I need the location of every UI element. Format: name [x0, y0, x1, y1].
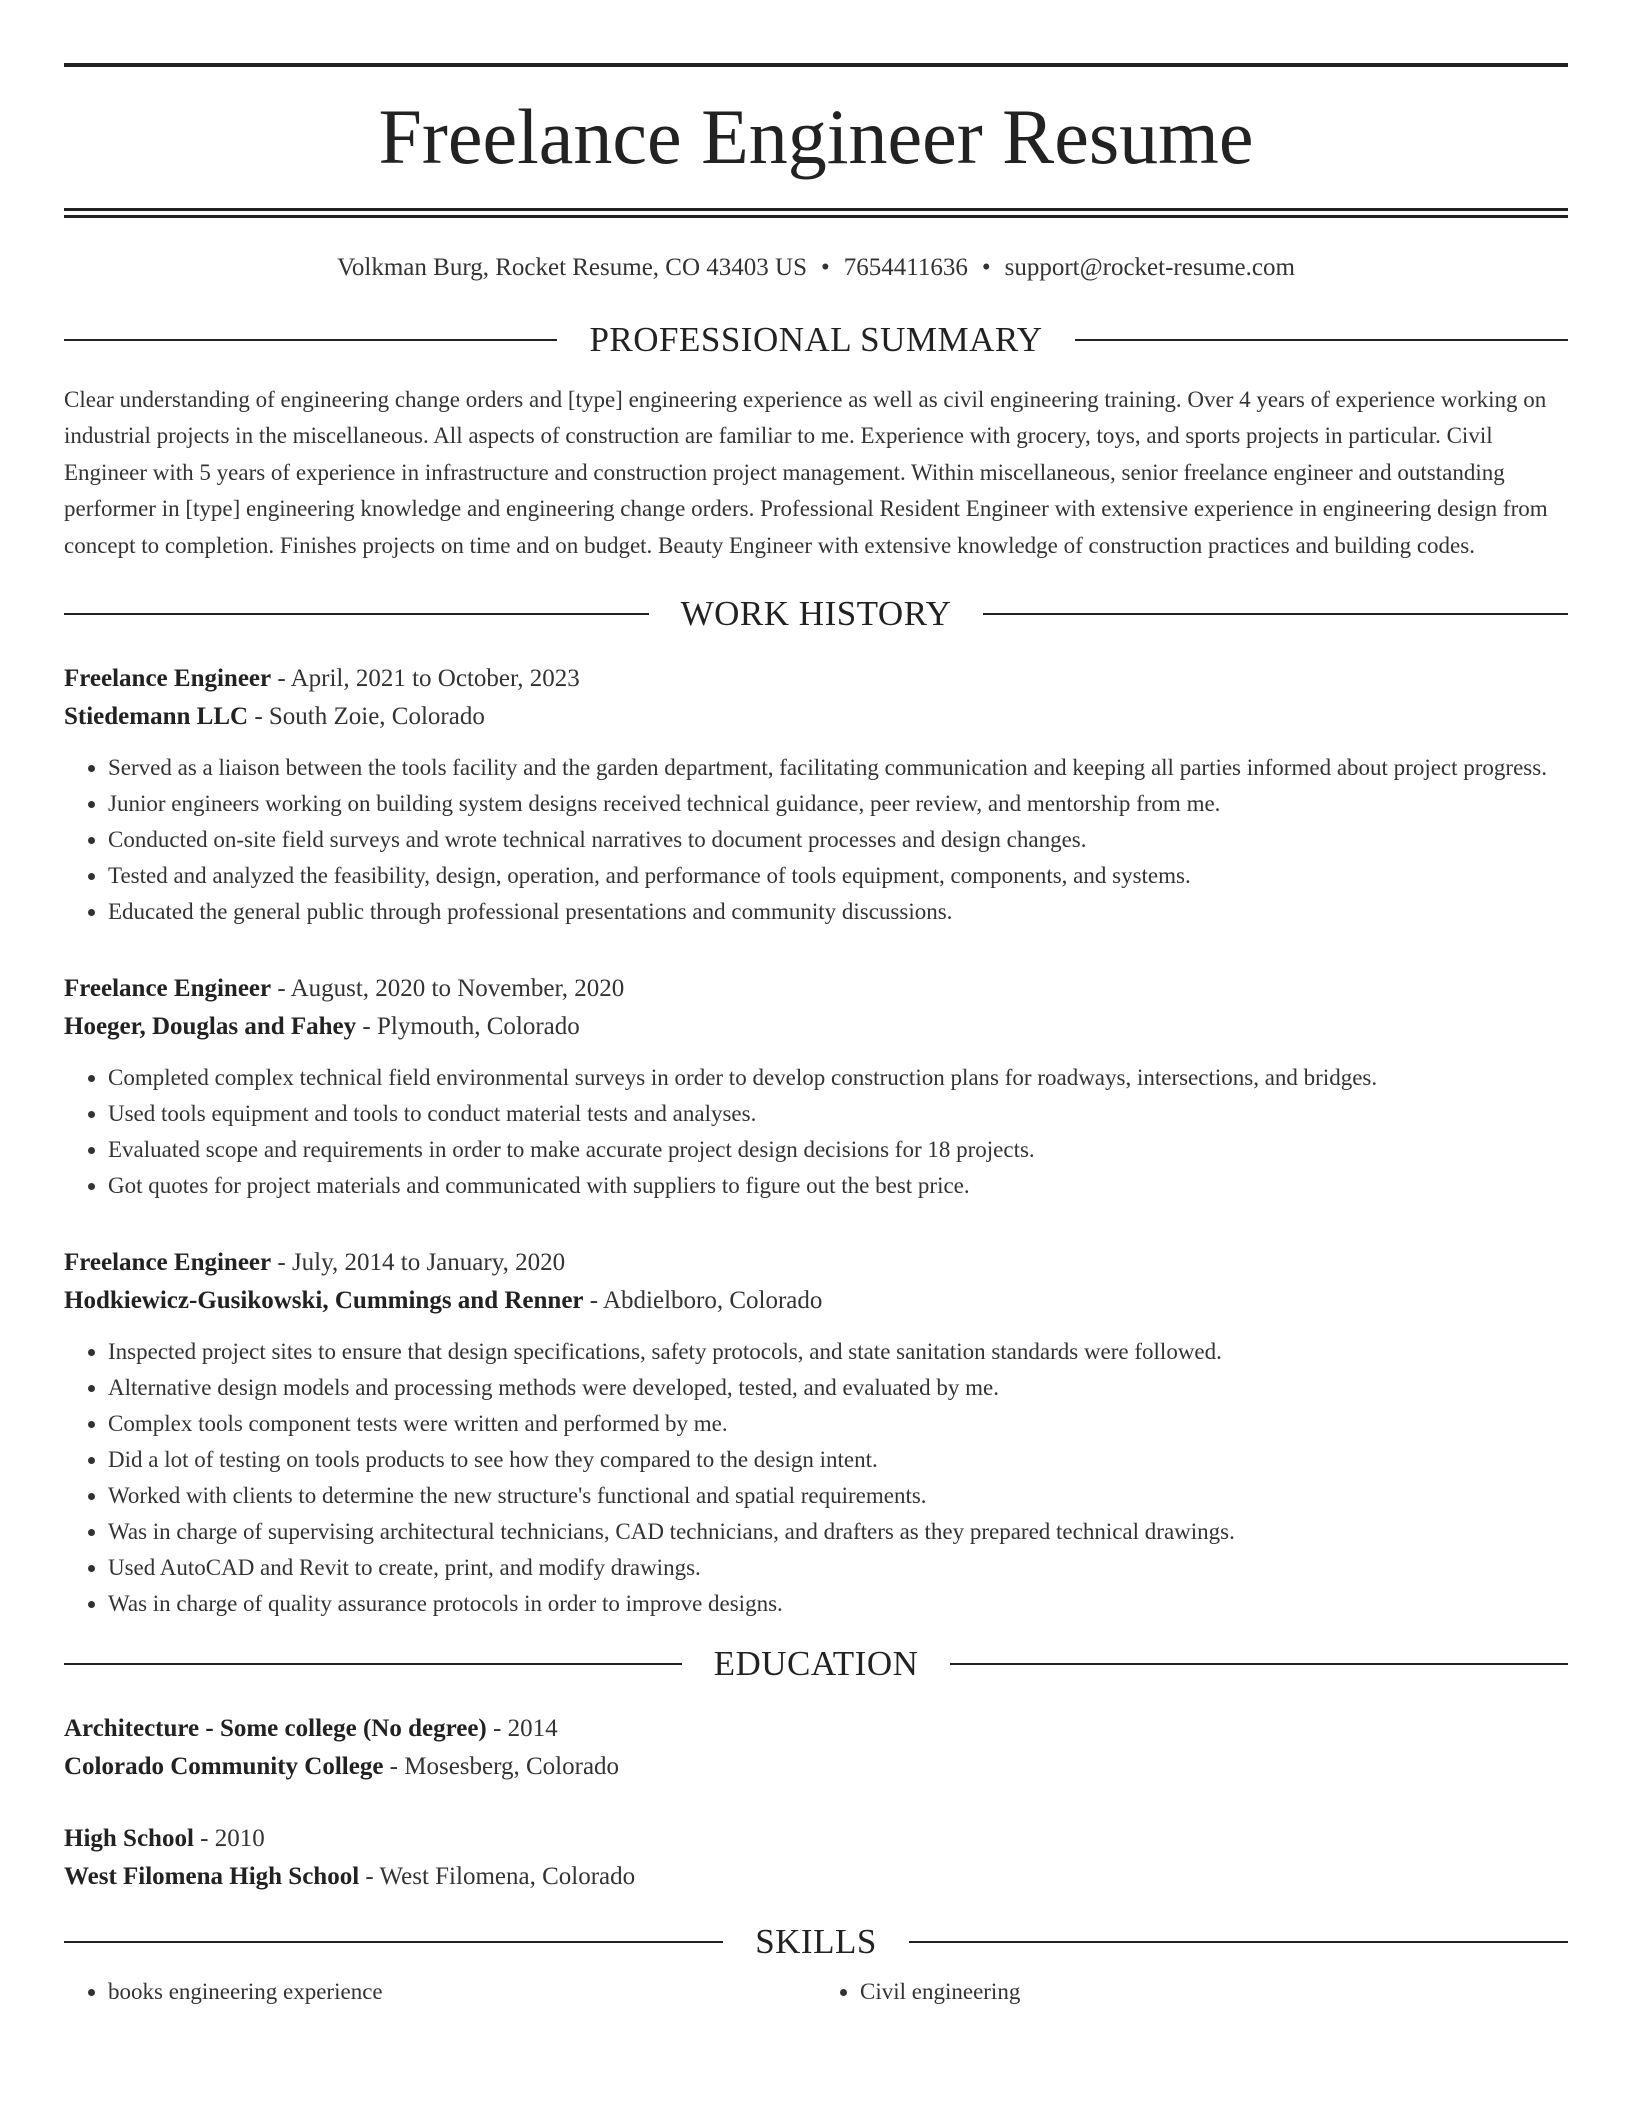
job-header — [64, 660, 1568, 698]
list-item: • Was in charge of quality assurance protocols in order to improve designs. — [108, 1586, 1568, 1622]
job-entry — [64, 1244, 1568, 1622]
job-header — [64, 1244, 1568, 1282]
section-title: PROFESSIONAL SUMMARY — [589, 320, 1043, 359]
list-item: • Educated the general public through professional presentations and community discussions. — [108, 894, 1568, 930]
skills-columns — [64, 1974, 1568, 2010]
heading-rule — [1075, 339, 1568, 341]
education-entry — [64, 1710, 1568, 1786]
double-rule — [64, 208, 1568, 218]
section-heading-work — [64, 594, 1568, 634]
list-item: • Junior engineers working on building system designs received technical guidance, peer review, and mentorship from me. — [108, 786, 1568, 822]
contact-separator: • — [821, 254, 830, 281]
heading-rule — [983, 613, 1568, 615]
skill-item: • Civil engineering — [860, 1974, 1568, 2010]
job-dates: - April, 2021 to October, 2023 — [271, 665, 580, 693]
contact-address: Volkman Burg, Rocket Resume, CO 43403 US — [337, 254, 807, 281]
contact-separator: • — [981, 254, 991, 281]
top-rule — [64, 63, 1568, 67]
list-item: • Worked with clients to determine the new structure's functional and spatial requirements. — [108, 1478, 1568, 1514]
education-year: - 2010 — [193, 1825, 265, 1853]
resume-title: Freelance Engineer Resume — [378, 93, 1254, 180]
education-degree: Architecture - Some college (No degree) — [64, 1715, 487, 1743]
job-bullets — [64, 750, 1568, 930]
list-item: • Completed complex technical field environmental surveys in order to develop construction plans for roadways, intersections, and bridges. — [108, 1060, 1568, 1096]
education-entry — [64, 1820, 1568, 1896]
heading-rule — [909, 1941, 1568, 1943]
job-company: Hodkiewicz-Gusikowski, Cummings and Renner — [64, 1287, 584, 1315]
job-title: Freelance Engineer — [64, 975, 272, 1003]
list-item: • Did a lot of testing on tools products to see how they compared to the design intent. — [108, 1442, 1568, 1478]
education-school-line — [64, 1858, 1568, 1896]
job-dates: - August, 2020 to November, 2020 — [271, 975, 625, 1003]
job-dates: - July, 2014 to January, 2020 — [271, 1249, 566, 1277]
job-entry — [64, 660, 1568, 930]
section-heading-summary — [64, 320, 1568, 360]
education-location: - Mosesberg, Colorado — [383, 1753, 620, 1781]
section-title: WORK HISTORY — [680, 594, 952, 634]
job-title: Freelance Engineer — [64, 1249, 272, 1277]
education-header — [64, 1820, 1568, 1858]
job-company-line — [64, 1282, 1568, 1320]
list-item: • Complex tools component tests were written and performed by me. — [108, 1406, 1568, 1442]
job-entry — [64, 970, 1568, 1204]
list-item: • Conducted on-site field surveys and wrote technical narratives to document processes and design changes. — [108, 822, 1568, 858]
job-bullets — [64, 1334, 1568, 1622]
summary-text: Clear understanding of engineering change orders and [type] engineering experience as well as civil engineering training. Over 4 years of experience working on industrial projects in the miscellaneous. All aspects of construction are familiar to me. Experience with grocery, toys, and sports projects in particular. Civil Engineer with 5 years of experience in infrastructure and construction project management. Within miscellaneous, senior freelance engineer and outstanding performer in [type] engineering knowledge and engineering change orders. Professional Resident Engineer with extensive experience in engineering design from concept to completion. Finishes projects on time and on budget. Beauty Engineer with extensive knowledge of construction practices and building codes. — [64, 387, 1548, 558]
education-school-line — [64, 1748, 1568, 1786]
section-heading-skills — [64, 1922, 1568, 1962]
contact-email: support@rocket-resume.com — [1004, 254, 1295, 281]
education-school: Colorado Community College — [64, 1753, 384, 1781]
job-title: Freelance Engineer — [64, 665, 272, 693]
list-item: • Got quotes for project materials and communicated with suppliers to figure out the best price. — [108, 1168, 1568, 1204]
education-degree: High School — [64, 1825, 194, 1853]
list-item: • Evaluated scope and requirements in order to make accurate project design decisions for 18 projects. — [108, 1132, 1568, 1168]
skills-list-left — [64, 1974, 816, 2010]
heading-rule — [64, 339, 557, 341]
list-item: • Used tools equipment and tools to conduct material tests and analyses. — [108, 1096, 1568, 1132]
job-header — [64, 970, 1568, 1008]
section-title: EDUCATION — [713, 1644, 919, 1684]
list-item: • Used AutoCAD and Revit to create, print, and modify drawings. — [108, 1550, 1568, 1586]
heading-rule — [64, 1941, 723, 1943]
list-item: • Alternative design models and processing methods were developed, tested, and evaluated by me. — [108, 1370, 1568, 1406]
heading-rule — [64, 1663, 682, 1665]
job-company-line — [64, 698, 1568, 736]
job-location: - South Zoie, Colorado — [248, 703, 485, 731]
education-header — [64, 1710, 1568, 1748]
contact-line — [64, 252, 1568, 284]
job-location: - Plymouth, Colorado — [356, 1013, 580, 1041]
job-bullets — [64, 1060, 1568, 1204]
list-item: • Inspected project sites to ensure that design specifications, safety protocols, and state sanitation standards were followed. — [108, 1334, 1568, 1370]
list-item: • Served as a liaison between the tools facility and the garden department, facilitating communication and keeping all parties informed about project progress. — [108, 750, 1568, 786]
resume-page — [64, 0, 1568, 2010]
skills-list-right — [816, 1974, 1568, 2010]
heading-rule — [950, 1663, 1568, 1665]
section-title: SKILLS — [755, 1922, 877, 1962]
section-heading-education — [64, 1644, 1568, 1684]
contact-phone: 7654411636 — [843, 254, 968, 281]
education-location: - West Filomena, Colorado — [359, 1863, 636, 1891]
education-school: West Filomena High School — [64, 1863, 360, 1891]
job-location: - Abdielboro, Colorado — [583, 1287, 823, 1315]
skill-item: • books engineering experience — [108, 1974, 816, 2010]
job-company-line — [64, 1008, 1568, 1046]
education-year: - 2014 — [486, 1715, 558, 1743]
heading-rule — [64, 613, 649, 615]
job-company: Hoeger, Douglas and Fahey — [64, 1013, 357, 1041]
job-company: Stiedemann LLC — [64, 703, 249, 731]
list-item: • Was in charge of supervising architectural technicians, CAD technicians, and drafters as they prepared technical drawings. — [108, 1514, 1568, 1550]
list-item: • Tested and analyzed the feasibility, design, operation, and performance of tools equipment, components, and systems. — [108, 858, 1568, 894]
